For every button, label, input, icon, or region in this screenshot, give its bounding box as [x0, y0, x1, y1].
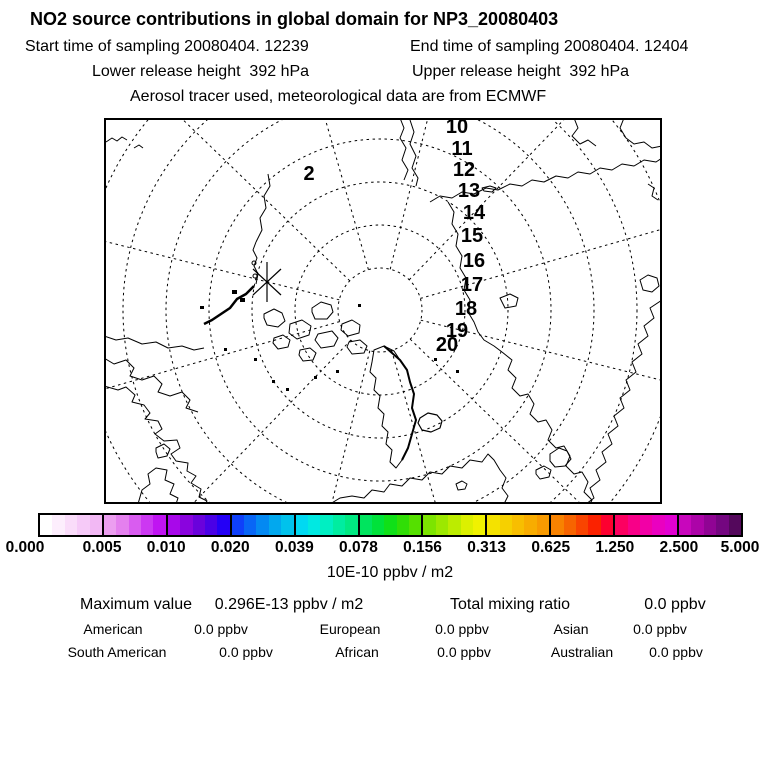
- colorbar-tick-label: 5.000: [720, 539, 760, 556]
- trajectory-label: 12: [452, 159, 476, 181]
- region-value: 0.0 ppbv: [219, 644, 273, 660]
- colorbar-cell: [40, 515, 52, 535]
- region-value: 0.0 ppbv: [633, 621, 687, 637]
- colorbar-cell: [423, 515, 435, 535]
- coastline-path: [273, 335, 290, 349]
- colorbar-tick-label: 0.625: [531, 539, 571, 556]
- lower-release-text: Lower release height 392 hPa: [92, 63, 310, 80]
- colorbar-cell: [104, 515, 116, 535]
- colorbar-cell: [153, 515, 165, 535]
- colorbar-cell: [588, 515, 600, 535]
- colorbar: [38, 513, 743, 537]
- coastline-path: [289, 320, 311, 339]
- coastline-path: [341, 320, 360, 336]
- coastline-path: [156, 444, 170, 458]
- colorbar-segment: [230, 515, 294, 535]
- trajectory-label: 20: [435, 334, 459, 356]
- coastline-path: [370, 346, 416, 468]
- colorbar-cell: [652, 515, 664, 535]
- trajectory-label: 2: [303, 163, 315, 185]
- colorbar-segment: [294, 515, 358, 535]
- colorbar-cell: [296, 515, 308, 535]
- total-mixing-ratio-value: 0.0 ppbv: [644, 596, 706, 613]
- colorbar-cell: [640, 515, 652, 535]
- colorbar-tick-label: 0.010: [146, 539, 186, 556]
- colorbar-cell: [716, 515, 728, 535]
- coastline-path: [500, 294, 518, 308]
- colorbar-cell: [205, 515, 217, 535]
- colorbar-cell: [308, 515, 320, 535]
- colorbar-segment: [102, 515, 166, 535]
- colorbar-tick-label: 0.020: [210, 539, 250, 556]
- colorbar-cell: [77, 515, 89, 535]
- colorbar-cell: [372, 515, 384, 535]
- colorbar-cell: [180, 515, 192, 535]
- colorbar-cell: [168, 515, 180, 535]
- colorbar-cell: [90, 515, 102, 535]
- maximum-value: 0.296E-13 ppbv / m2: [214, 596, 364, 613]
- trajectory-label: 14: [462, 202, 486, 224]
- colorbar-cell: [384, 515, 396, 535]
- colorbar-segment: [613, 515, 677, 535]
- start-time-text: Start time of sampling 20080404. 12239: [25, 38, 309, 55]
- end-time-text: End time of sampling 20080404. 12404: [410, 38, 689, 55]
- trajectory-label: 18: [454, 298, 478, 320]
- colorbar-cell: [628, 515, 640, 535]
- colorbar-cell: [129, 515, 141, 535]
- colorbar-cell: [436, 515, 448, 535]
- coastline-path: [134, 145, 143, 148]
- colorbar-segment: [549, 515, 613, 535]
- tracer-note-text: Aerosol tracer used, meteorological data are from ECMWF: [130, 88, 547, 105]
- release-star-marker: [253, 262, 281, 302]
- coastline-path: [204, 286, 254, 324]
- colorbar-cell: [281, 515, 293, 535]
- coastline-path: [256, 174, 270, 242]
- coastline-path: [550, 448, 571, 467]
- trajectory-label: 10: [445, 118, 469, 138]
- colorbar-cell: [52, 515, 64, 535]
- colorbar-tick-label: 0.000: [5, 539, 45, 556]
- colorbar-cell: [256, 515, 268, 535]
- region-name: South American: [67, 644, 167, 660]
- colorbar-cell: [524, 515, 536, 535]
- colorbar-cell: [320, 515, 332, 535]
- trajectory-label: 15: [460, 225, 484, 247]
- upper-release-text: Upper release height 392 hPa: [412, 63, 630, 80]
- colorbar-ticks: [0, 539, 768, 557]
- colorbar-cell: [487, 515, 499, 535]
- coastline-path: [586, 300, 662, 504]
- colorbar-tick-label: 0.156: [403, 539, 442, 556]
- colorbar-cell: [551, 515, 563, 535]
- colorbar-cell: [704, 515, 716, 535]
- colorbar-units: 10E-10 ppbv / m2: [326, 564, 454, 581]
- colorbar-cell: [193, 515, 205, 535]
- coastline-path: [410, 120, 418, 186]
- coastline-path: [104, 386, 207, 504]
- region-value: 0.0 ppbv: [435, 621, 489, 637]
- colorbar-cell: [333, 515, 345, 535]
- coastline-path: [264, 309, 285, 327]
- coastline-specks: [200, 290, 459, 391]
- coastline-path: [106, 137, 127, 142]
- coastline-path: [620, 118, 662, 148]
- coastline-path: [456, 481, 467, 490]
- colorbar-cell: [500, 515, 512, 535]
- region-name: American: [83, 621, 143, 637]
- colorbar-segment: [166, 515, 230, 535]
- colorbar-cell: [679, 515, 691, 535]
- colorbar-cell: [564, 515, 576, 535]
- colorbar-segment: [358, 515, 422, 535]
- coastline-path: [315, 331, 338, 348]
- colorbar-cell: [537, 515, 549, 535]
- colorbar-cell: [217, 515, 229, 535]
- colorbar-segment: [421, 515, 485, 535]
- colorbar-cell: [409, 515, 421, 535]
- coastline-path: [572, 118, 596, 146]
- colorbar-cell: [448, 515, 460, 535]
- region-name: Australian: [550, 644, 614, 660]
- colorbar-cell: [601, 515, 613, 535]
- trajectory-label: 13: [457, 180, 481, 202]
- colorbar-tick-label: 2.500: [659, 539, 699, 556]
- colorbar-cell: [576, 515, 588, 535]
- coastline-path: [400, 118, 408, 180]
- colorbar-segment: [40, 515, 102, 535]
- coastline-path: [299, 348, 316, 361]
- colorbar-cell: [512, 515, 524, 535]
- colorbar-tick-label: 0.005: [82, 539, 122, 556]
- coastline-path: [330, 454, 508, 504]
- colorbar-cell: [729, 515, 741, 535]
- map-frame: [105, 119, 661, 503]
- colorbar-cell: [691, 515, 703, 535]
- region-value: 0.0 ppbv: [194, 621, 248, 637]
- colorbar-tick-label: 0.078: [339, 539, 378, 556]
- trajectory-labels: [303, 118, 486, 356]
- graticule: [104, 118, 662, 504]
- region-value: 0.0 ppbv: [649, 644, 703, 660]
- colorbar-cell: [360, 515, 372, 535]
- colorbar-cell: [116, 515, 128, 535]
- maximum-value-label: Maximum value: [79, 596, 193, 613]
- polar-map: [104, 118, 662, 504]
- coastline-path: [312, 302, 333, 319]
- colorbar-cell: [615, 515, 627, 535]
- colorbar-cell: [665, 515, 677, 535]
- coastline-path: [640, 275, 659, 292]
- coastline-path: [648, 184, 658, 200]
- colorbar-cell: [473, 515, 485, 535]
- region-value: 0.0 ppbv: [437, 644, 491, 660]
- total-mixing-ratio-label: Total mixing ratio: [449, 596, 571, 613]
- coastline-path: [502, 352, 592, 504]
- coastline-path: [253, 274, 257, 278]
- colorbar-cell: [244, 515, 256, 535]
- trajectory-label: 11: [451, 138, 473, 160]
- coastline-path: [347, 340, 367, 354]
- coastline-path: [384, 346, 416, 460]
- colorbar-tick-label: 0.039: [274, 539, 314, 556]
- colorbar-cell: [461, 515, 473, 535]
- colorbar-segment: [677, 515, 741, 535]
- colorbar-cell: [141, 515, 153, 535]
- coastline-path: [418, 413, 442, 432]
- colorbar-cell: [345, 515, 357, 535]
- colorbar-tick-label: 0.313: [467, 539, 507, 556]
- coastline-path: [104, 336, 204, 350]
- colorbar-cell: [65, 515, 77, 535]
- trajectory-label: 17: [460, 274, 484, 296]
- region-name: African: [335, 644, 379, 660]
- coastline-path: [138, 468, 178, 504]
- page-title: NO2 source contributions in global domain for NP3_20080403: [30, 9, 559, 29]
- colorbar-cell: [232, 515, 244, 535]
- region-name: Asian: [553, 621, 589, 637]
- trajectory-label: 19: [445, 320, 469, 342]
- trajectory-label: 16: [462, 250, 486, 272]
- colorbar-cell: [269, 515, 281, 535]
- coastlines: [104, 118, 662, 504]
- colorbar-segment: [485, 515, 549, 535]
- region-name: European: [319, 621, 381, 637]
- colorbar-cell: [397, 515, 409, 535]
- colorbar-tick-label: 1.250: [595, 539, 635, 556]
